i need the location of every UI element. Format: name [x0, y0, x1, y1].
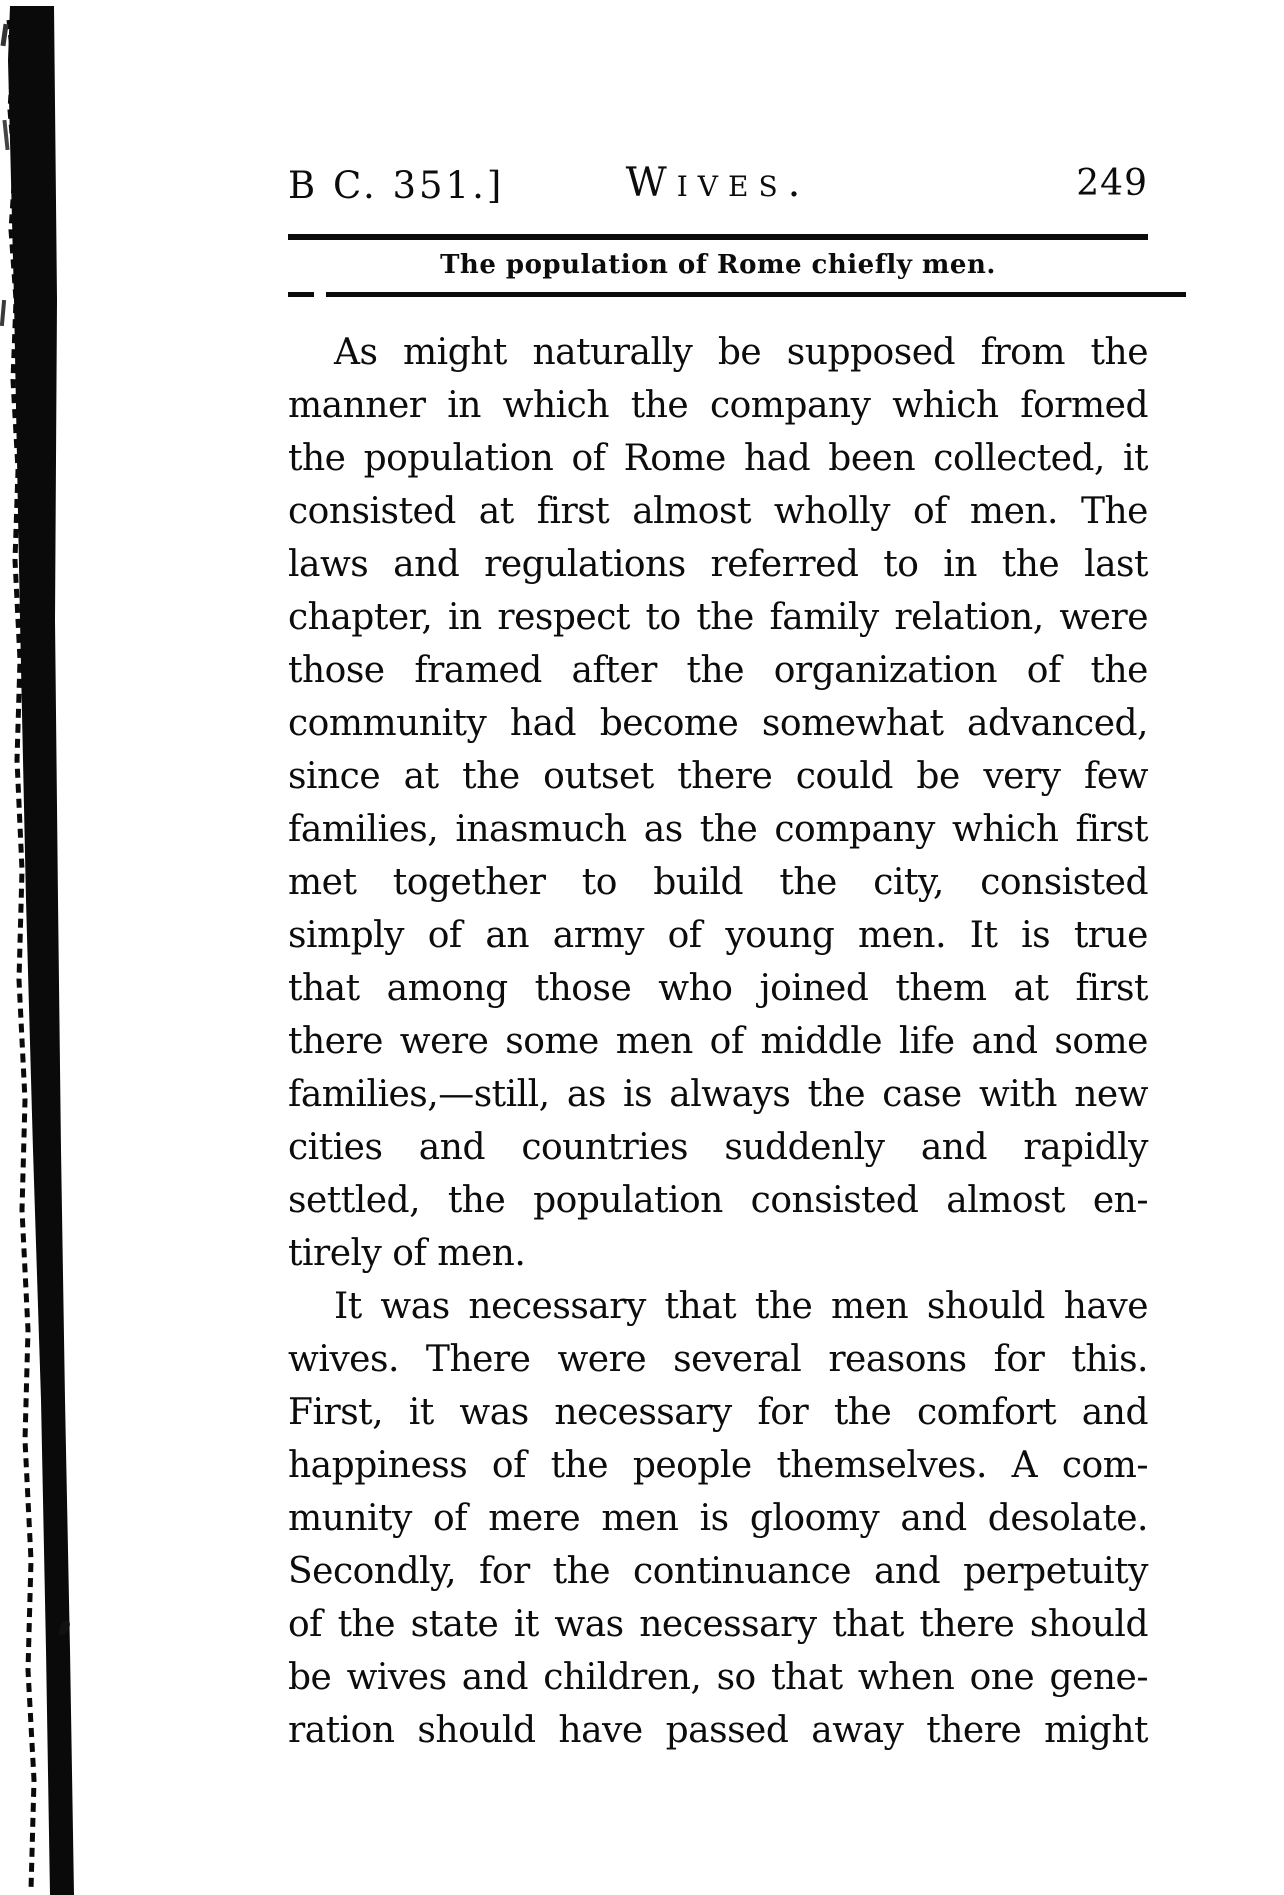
text-line: chapter, in respect to the family relation, were	[288, 597, 1148, 638]
text-line: since at the outset there could be very few	[288, 756, 1148, 797]
text-line: families, inasmuch as the company which first	[288, 809, 1148, 850]
text-line: that among those who joined them at first	[288, 968, 1148, 1009]
page-title: Wives.	[625, 160, 811, 206]
text-line: those framed after the organization of the	[288, 650, 1148, 691]
text-line: manner in which the company which formed	[288, 385, 1148, 426]
running-subhead: The population of Rome chiefly men.	[440, 250, 996, 280]
text-line: tirely of men.	[288, 1233, 526, 1274]
text-line: wives. There were several reasons for this.	[288, 1339, 1148, 1380]
text-line: families,—still, as is always the case with new	[288, 1074, 1148, 1115]
text-line: consisted at first almost wholly of men. The	[288, 491, 1148, 532]
subhead-rule-line	[326, 292, 1186, 297]
text-line: community had become somewhat advanced,	[288, 703, 1148, 744]
text-line: laws and regulations referred to in the last	[288, 544, 1148, 585]
text-line: It was necessary that the men should have	[334, 1286, 1148, 1327]
paragraph	[288, 1280, 1148, 1757]
running-head	[288, 160, 1148, 210]
header-rule	[288, 234, 1148, 240]
text-line: be wives and children, so that when one gene-	[288, 1657, 1148, 1698]
text-line: met together to build the city, consisted	[288, 862, 1148, 903]
text-line: simply of an army of young men. It is true	[288, 915, 1148, 956]
text-line: of the state it was necessary that there should	[288, 1604, 1148, 1645]
text-column	[288, 0, 1148, 1895]
paragraph	[288, 326, 1148, 1280]
body-text	[288, 326, 1148, 1757]
page-number: 249	[1076, 163, 1148, 204]
text-line: settled, the population consisted almost en-	[288, 1180, 1148, 1221]
text-line: there were some men of middle life and some	[288, 1021, 1148, 1062]
text-line: Secondly, for the continuance and perpetuity	[288, 1551, 1148, 1592]
text-line: cities and countries suddenly and rapidly	[288, 1127, 1148, 1168]
text-line: ration should have passed away there might	[288, 1710, 1148, 1751]
text-line: As might naturally be supposed from the	[334, 332, 1148, 373]
scan-gutter-bar	[0, 0, 90, 1895]
text-line: happiness of the people themselves. A com-	[288, 1445, 1148, 1486]
text-line: the population of Rome had been collected, it	[288, 438, 1148, 479]
header-date: B C. 351.]	[288, 164, 505, 207]
subhead-rule	[288, 292, 1148, 297]
subhead-rule-dash	[288, 292, 314, 297]
text-line: First, it was necessary for the comfort and	[288, 1392, 1148, 1433]
text-line: munity of mere men is gloomy and desolate.	[288, 1498, 1148, 1539]
